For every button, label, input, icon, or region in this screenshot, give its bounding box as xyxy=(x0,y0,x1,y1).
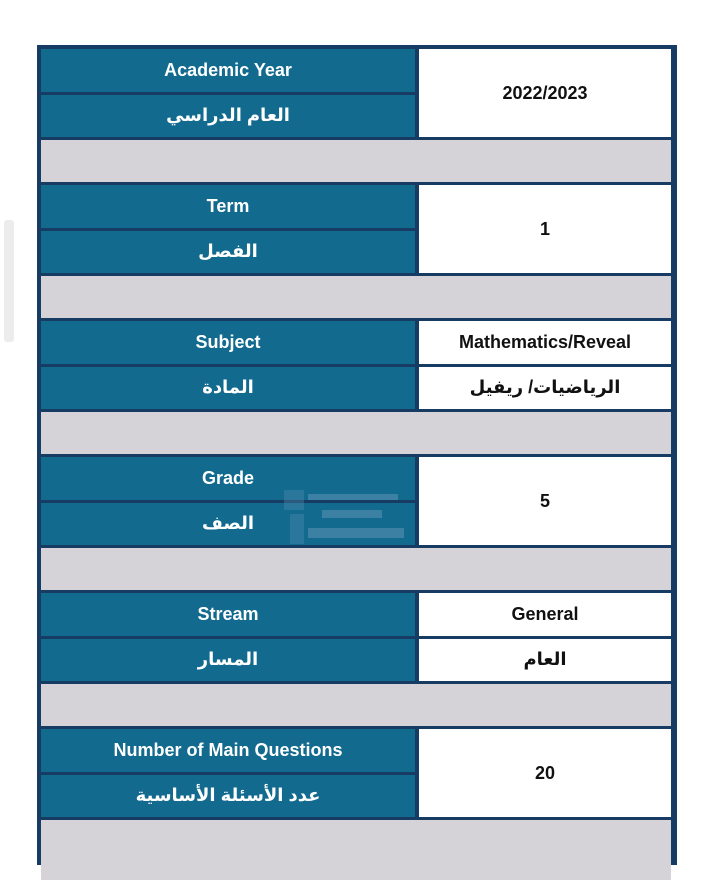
term-row xyxy=(41,185,671,273)
grade-value: 5 xyxy=(419,457,671,545)
stream-value-ar: العام xyxy=(419,639,671,682)
term-label-en: Term xyxy=(41,185,415,228)
separator xyxy=(41,684,671,726)
grade-label-ar: الصف xyxy=(41,503,415,546)
separator xyxy=(41,276,671,318)
separator xyxy=(41,548,671,590)
academic-year-label-ar: العام الدراسي xyxy=(41,95,415,138)
subject-label-ar: المادة xyxy=(41,367,415,410)
questions-label-en: Number of Main Questions xyxy=(41,729,415,772)
questions-row xyxy=(41,729,671,817)
stream-label-ar: المسار xyxy=(41,639,415,682)
subject-value-ar: الرياضيات/ ريفيل xyxy=(419,367,671,410)
academic-year-value: 2022/2023 xyxy=(419,49,671,137)
subject-label-en: Subject xyxy=(41,321,415,364)
separator xyxy=(41,412,671,454)
grade-label-en: Grade xyxy=(41,457,415,500)
term-value: 1 xyxy=(419,185,671,273)
questions-label-ar: عدد الأسئلة الأساسية xyxy=(41,775,415,818)
separator xyxy=(41,820,671,880)
academic-year-row xyxy=(41,49,671,137)
subject-value-en: Mathematics/Reveal xyxy=(419,321,671,364)
term-label-ar: الفصل xyxy=(41,231,415,274)
stream-row xyxy=(41,593,671,681)
stream-value-en: General xyxy=(419,593,671,636)
questions-value: 20 xyxy=(419,729,671,817)
exam-info-table xyxy=(37,45,677,865)
grade-row xyxy=(41,457,671,545)
subject-row xyxy=(41,321,671,409)
stream-label-en: Stream xyxy=(41,593,415,636)
scrollbar[interactable] xyxy=(4,220,14,342)
academic-year-label-en: Academic Year xyxy=(41,49,415,92)
separator xyxy=(41,140,671,182)
